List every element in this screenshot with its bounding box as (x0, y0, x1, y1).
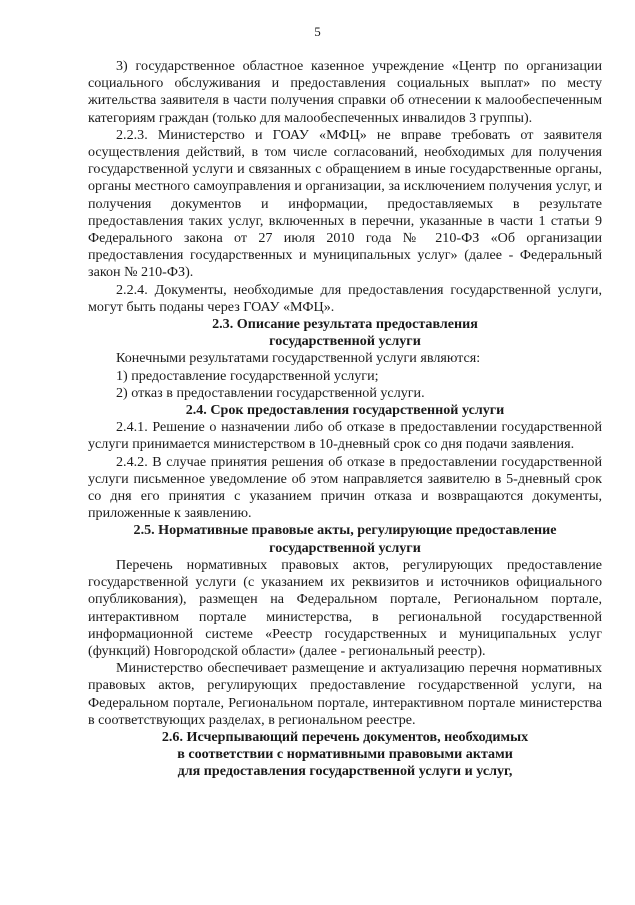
paragraph-2-4-1: 2.4.1. Решение о назначении либо об отказе в предоставлении государственной услуги принимается министерством в 10-дневный срок со дня подачи заявления. (88, 419, 602, 453)
heading-2-6-line-1: 2.6. Исчерпывающий перечень документов, необходимых (161, 728, 529, 745)
heading-2-6-line-3: для предоставления государственной услуги и услуг, (177, 763, 513, 780)
list-item-result-2: 2) отказ в предоставлении государственной услуги. (116, 384, 425, 401)
paragraph-results-intro: Конечными результатами государственной услуги являются: (116, 350, 481, 367)
paragraph-3-gov-institution: 3) государственное областное казенное учреждение «Центр по организации социального обслуживания и предоставления социальных выплат» по месту жительства заявителя в части получения справки об отнесении к малообеспеченным категориям граждан (только для малообеспеченных инвалидов 3 группы). (88, 58, 602, 126)
heading-2-4-line-1: 2.4. Срок предоставления государственной услуги (185, 402, 505, 419)
list-item-result-1: 1) предоставление государственной услуги; (116, 367, 379, 384)
heading-2-4 (88, 402, 602, 419)
paragraph-ministry-publishes: Министерство обеспечивает размещение и актуализацию перечня нормативных правовых актов, регулирующих предоставление государственной услуги, на Федеральном портале, Региональном портале, интерактивном портале министерства в соответствующих разделах, в региональном реестре. (88, 660, 602, 728)
heading-2-5-line-1: 2.5. Нормативные правовые акты, регулирующие предоставление (133, 522, 557, 539)
paragraph-legal-acts-list: Перечень нормативных правовых актов, регулирующих предоставление государственной услуги (с указанием их реквизитов и источников официального опубликования), размещен на Федеральном портале, Региональном портале, интерактивном портале министерства, в региональной государственной информационной системе «Реестр государственных и муниципальных услуг (функций) Новгородской области» (далее - региональный реестр). (88, 556, 602, 659)
heading-2-3 (88, 316, 602, 350)
document-body (88, 58, 602, 781)
heading-2-3-line-1: 2.3. Описание результата предоставления (212, 316, 478, 333)
heading-2-5 (88, 522, 602, 556)
page-number: 5 (314, 24, 321, 39)
heading-2-5-line-2: государственной услуги (269, 539, 421, 556)
heading-2-6 (88, 729, 602, 781)
heading-2-3-line-2: государственной услуги (269, 333, 421, 350)
paragraph-2-4-2: 2.4.2. В случае принятия решения об отказе в предоставлении государственной услуги письменное уведомление об этом направляется заявителю в 5-дневный срок со дня его принятия с указанием причин отказа и возвращаются документы, приложенные к заявлению. (88, 453, 602, 522)
paragraph-2-2-3: 2.2.3. Министерство и ГОАУ «МФЦ» не вправе требовать от заявителя осуществления действий, в том числе согласований, необходимых для получения государственной услуги и связанных с обращением в иные государственные органы, органы местного самоуправления и организации, за исключением получения услуг, и получения документов и информации, предоставляемых в результате предоставления таких услуг, включенных в перечни, указанные в части 1 статьи 9 Федерального закона от 27 июля 2010 года № 210-ФЗ «Об организации предоставления государственных и муниципальных услуг» (далее - Федеральный закон № 210-ФЗ). (88, 126, 602, 281)
paragraph-2-2-4: 2.2.4. Документы, необходимые для предоставления государственной услуги, могут быть поданы через ГОАУ «МФЦ». (88, 281, 602, 315)
heading-2-6-line-2: в соответствии с нормативными правовыми актами (177, 746, 513, 763)
